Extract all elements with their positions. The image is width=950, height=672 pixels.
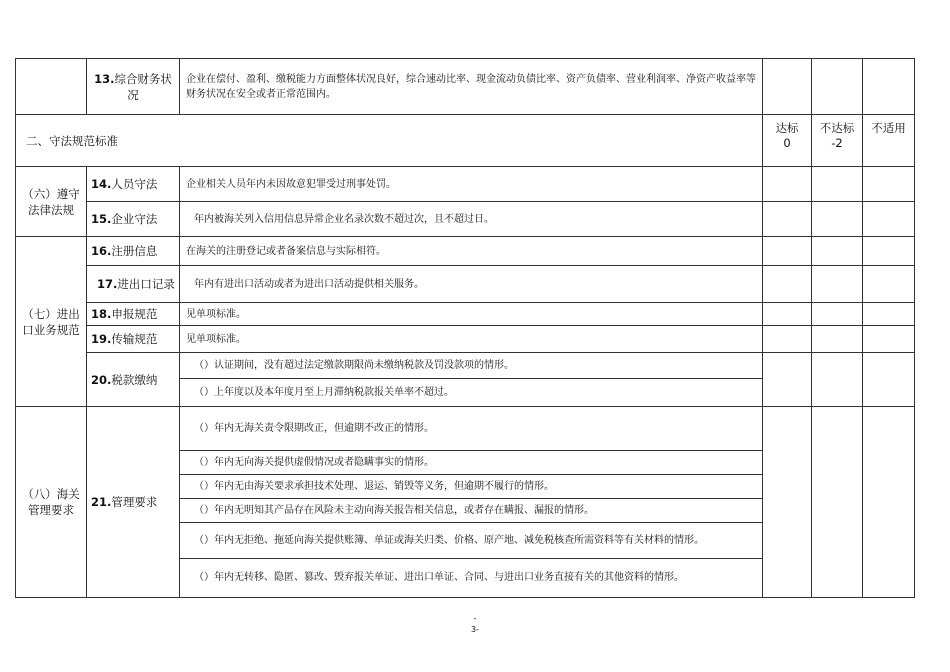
category-label: （六）遵守法律法规	[16, 167, 87, 237]
pass-checkbox-cell[interactable]	[763, 167, 812, 202]
criterion-subitem: （）年内无向海关提供虚假情况或者隐瞒事实的情形。	[180, 451, 762, 475]
criterion-subitem: （）年内无由海关要求承担技术处理、退运、销毁等义务，但逾期不履行的情形。	[180, 475, 762, 499]
pass-checkbox-cell[interactable]	[763, 353, 812, 407]
item-name: 20.税款缴纳	[87, 353, 180, 407]
criterion-subitem: （）年内无转移、隐匿、篡改、毁弃报关单证、进出口单证、合同、与进出口业务直接有关的其他资料的情形。	[194, 572, 684, 584]
fail-checkbox-cell[interactable]	[812, 407, 863, 598]
table-row	[16, 266, 915, 303]
category-cell	[16, 59, 87, 115]
criterion-subitem: （）年内无明知其产品存在风险未主动向海关报告相关信息，或者存在瞒报、漏报的情形。	[180, 499, 762, 523]
table-row	[16, 407, 915, 598]
fail-checkbox-cell[interactable]	[812, 303, 863, 326]
table-row	[16, 303, 915, 326]
criterion-text: 年内被海关列入信用信息异常企业名录次数不超过次，且不超过日。	[180, 202, 763, 237]
criterion-subitem: （）年内无拒绝、拖延向海关提供账簿、单证或海关归类、价格、原产地、减免税核查所需资料等有关材料的情形。	[180, 523, 762, 559]
criterion-subitem: （）年内无海关责令限期改正，但逾期不改正的情形。	[180, 408, 762, 451]
item-name: 15.企业守法	[87, 202, 180, 237]
fail-checkbox-cell[interactable]	[812, 237, 863, 266]
na-checkbox-cell[interactable]	[863, 266, 915, 303]
na-checkbox-cell[interactable]	[863, 59, 915, 115]
compliance-standards-table	[15, 58, 915, 598]
fail-checkbox-cell[interactable]	[812, 266, 863, 303]
pass-checkbox-cell[interactable]	[763, 237, 812, 266]
na-checkbox-cell[interactable]	[863, 303, 915, 326]
fail-checkbox-cell[interactable]	[812, 202, 863, 237]
table-row	[16, 59, 915, 115]
page-number: 3-	[471, 625, 479, 634]
table-row	[16, 202, 915, 237]
item-name: 21.管理要求	[87, 407, 180, 598]
item-name: 17.进出口记录	[87, 266, 180, 303]
criterion-text: 企业在偿付、盈利、缴税能力方面整体状况良好，综合速动比率、现金流动负债比率、资产负债率、营业利润率、净资产收益率等财务状况在安全或者正常范围内。	[180, 59, 763, 115]
page-footer-dash: -	[473, 614, 477, 623]
section-title: 二、守法规范标准	[16, 115, 763, 167]
criterion-subitems	[180, 407, 763, 598]
item-name: 19.传输规范	[87, 326, 180, 353]
na-checkbox-cell[interactable]	[863, 202, 915, 237]
item-name: 18.申报规范	[87, 303, 180, 326]
pass-checkbox-cell[interactable]	[763, 303, 812, 326]
item-name: 14.人员守法	[87, 167, 180, 202]
table-row	[16, 237, 915, 266]
pass-checkbox-cell[interactable]	[763, 266, 812, 303]
item-name: 16.注册信息	[87, 237, 180, 266]
pass-checkbox-cell[interactable]	[763, 407, 812, 598]
na-checkbox-cell[interactable]	[863, 407, 915, 598]
column-header-na: 不适用	[863, 115, 915, 167]
criterion-text: 见单项标准。	[180, 326, 763, 353]
pass-checkbox-cell[interactable]	[763, 202, 812, 237]
pass-checkbox-cell[interactable]	[763, 326, 812, 353]
criterion-text: 企业相关人员年内未因故意犯罪受过刑事处罚。	[180, 167, 763, 202]
fail-checkbox-cell[interactable]	[812, 59, 863, 115]
fail-checkbox-cell[interactable]	[812, 326, 863, 353]
na-checkbox-cell[interactable]	[863, 237, 915, 266]
fail-checkbox-cell[interactable]	[812, 167, 863, 202]
column-header-pass: 达标 0	[763, 115, 812, 167]
section-header-row	[16, 115, 915, 167]
criterion-subitems	[180, 353, 763, 407]
criterion-subitem: （）上年度以及本年度月至上月滞纳税款报关单率不超过。	[194, 386, 454, 398]
table-row	[16, 167, 915, 202]
na-checkbox-cell[interactable]	[863, 326, 915, 353]
fail-checkbox-cell[interactable]	[812, 353, 863, 407]
criterion-text: 见单项标准。	[180, 303, 763, 326]
criterion-text: 在海关的注册登记或者备案信息与实际相符。	[180, 237, 763, 266]
na-checkbox-cell[interactable]	[863, 167, 915, 202]
column-header-fail: 不达标 -2	[812, 115, 863, 167]
category-label: （七）进出口业务规范	[16, 237, 87, 407]
na-checkbox-cell[interactable]	[863, 353, 915, 407]
category-label: （八）海关管理要求	[16, 407, 87, 598]
table-row	[16, 353, 915, 407]
pass-checkbox-cell[interactable]	[763, 59, 812, 115]
criterion-subitem: （）认证期间，没有超过法定缴款期限尚未缴纳税款及罚没款项的情形。	[180, 353, 762, 378]
table-row	[16, 326, 915, 353]
criterion-text: 年内有进出口活动或者为进出口活动提供相关服务。	[180, 266, 763, 303]
item-name: 13.综合财务状况	[87, 59, 180, 115]
